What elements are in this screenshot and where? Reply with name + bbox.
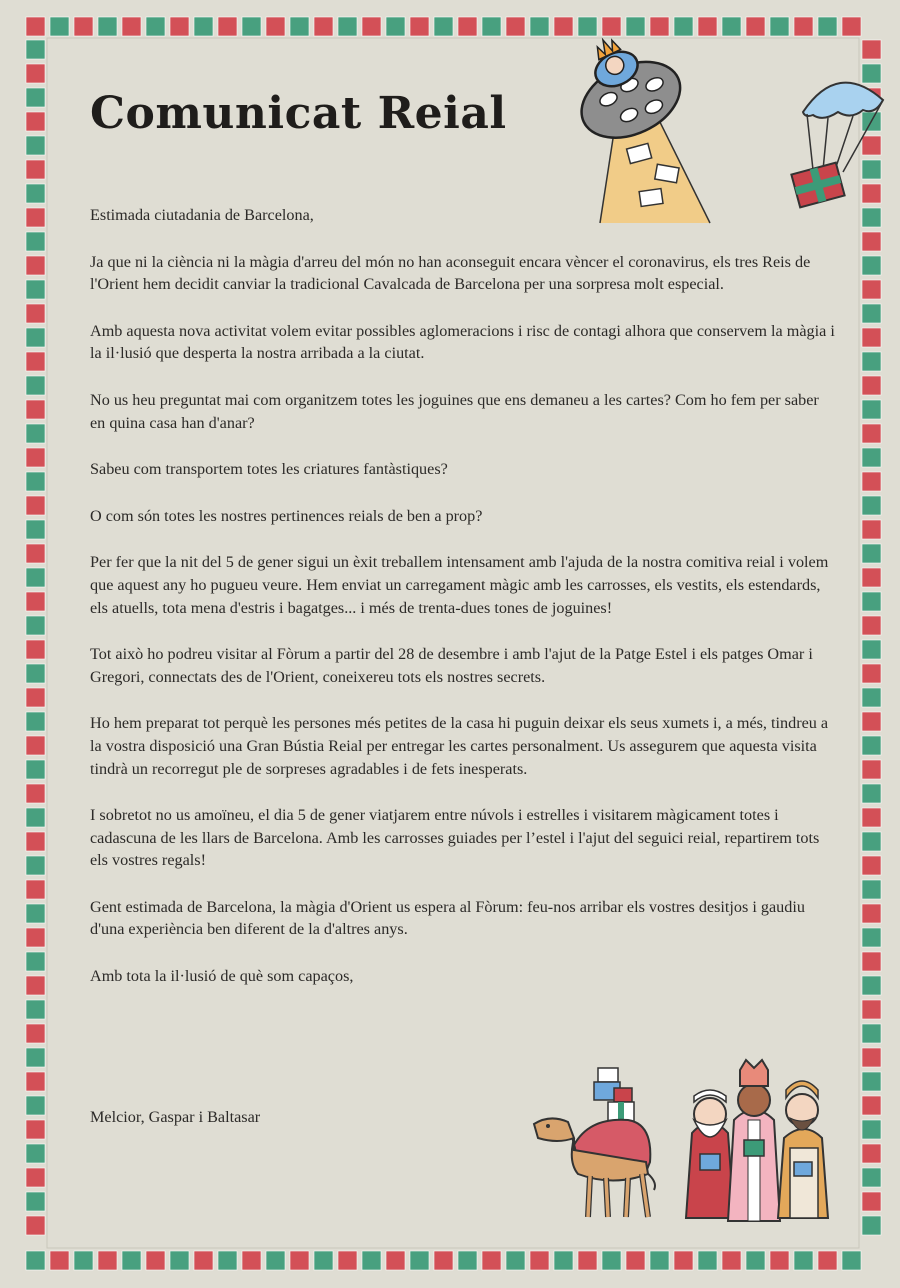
letter-signature: Melcior, Gaspar i Baltasar [90,1108,261,1126]
paragraph: Sabeu com transportem totes les criatures fantàstiques? [90,460,448,479]
letter-greeting: Estimada ciutadania de Barcelona, [90,206,314,224]
paragraph: Ho hem preparat tot perquè les persones més petites de la casa hi puguin deixar els seus xumets i, a més, tindreu a la vostra disposició una Gran Bústia Reial per entregar les cartes personalment. Us assegurem que aquesta visita tindrà un recorregut ple de sorpreses agradables i de fets inesperats. [90,714,829,778]
camel-icon [528,1062,670,1222]
ufo-king-icon [560,18,720,228]
letter-closing: Amb tota la il·lusió de què som capaços, [90,967,354,986]
paragraph: Per fer que la nit del 5 de gener sigui un èxit treballem intensament amb l'ajuda de la nostra comitiva reial i volem que aquest any ho pugueu veure. Hem enviat un carregament màgic amb les carrosses, els vestits, els estendards, els atuells, tota mena d'estris i bagatges... i més de trenta-dues tones de joguines! [90,553,829,617]
paragraph: I sobretot no us amoïneu, el dia 5 de gener viatjarem entre núvols i estrelles i visitarem màgicament totes i cadascuna de les llars de Barcelona. Amb les carrosses guiades per l’estel i l'ajut del seguici reial, repartirem tots els vostres regals! [90,806,820,870]
letter-body [90,204,835,988]
paragraph: No us heu preguntat mai com organitzem totes les joguines que ens demaneu a les cartes? Com ho fem per saber en quina casa han d'anar? [90,390,819,432]
paragraph: Amb aquesta nova activitat volem evitar possibles aglomeracions i risc de contagi alhora que conservem la màgia i la il·lusió que desperta la nostra arribada a la ciutat. [90,321,835,363]
parachute-gift-icon [783,60,895,215]
paragraph: Tot això ho podreu visitar al Fòrum a partir del 28 de desembre i amb l'ajut de la Patge Estel i els patges Omar i Gregori, connectats des de l'Orient, coneixereu tots els nostres secrets. [90,645,813,686]
three-kings-icon [682,1058,834,1224]
letter-title: Comunicat Reial [90,88,507,139]
paragraph: Gent estimada de Barcelona, la màgia d'Orient us espera al Fòrum: feu-nos arribar els vostres desitjos i gaudiu d'una experiència ben diferent de la d'altres anys. [90,897,805,939]
paragraph: Ja que ni la ciència ni la màgia d'arreu del món no han aconseguit encara vèncer el coronavirus, els tres Reis de l'Orient hem decidit canviar la tradicional Cavalcada de Barcelona per una sorpresa molt especial. [90,252,811,294]
paragraph: O com són totes les nostres pertinences reials de ben a prop? [90,506,483,525]
